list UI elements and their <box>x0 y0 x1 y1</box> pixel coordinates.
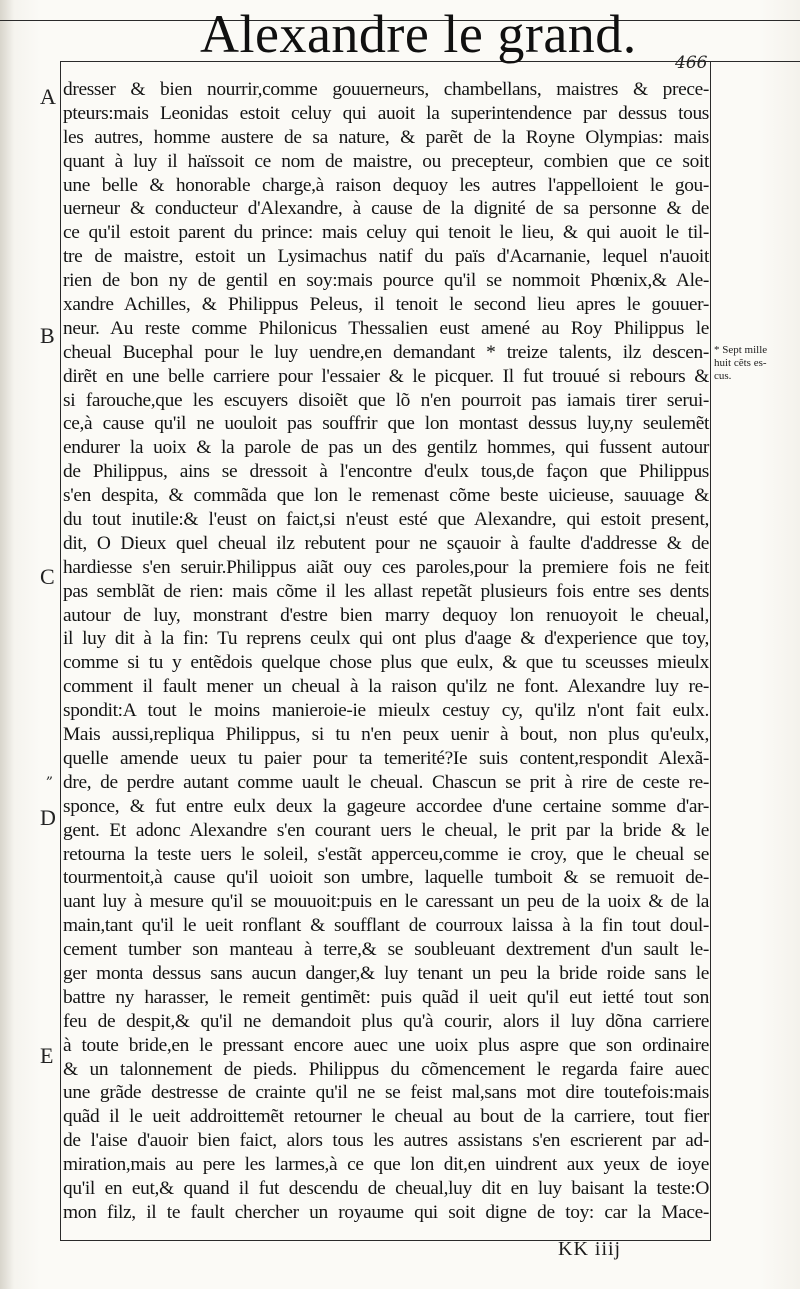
text-line: tre de maistre, estoit un Lysimachus natif du païs d'Acarnanie, lequel n'auoit <box>63 246 709 268</box>
text-line: cheual Bucephal pour le luy uendre,en demandant * treize talents, ilz descen- <box>63 341 709 363</box>
text-line: une belle & honorable charge,à raison dequoy les autres l'appelloient le gou- <box>63 174 709 196</box>
text-line: dresser & bien nourrir,comme gouuerneurs, chambellans, maistres & prece- <box>63 79 709 100</box>
text-line: feu de despit,& qu'il ne demandoit plus qu'à courir, alors il luy dõna carriere <box>63 1010 709 1032</box>
text-line: miration,mais au pere les larmes,à ce que lon dit,en uindrent aux yeux de ioye <box>63 1154 709 1176</box>
margin-note-line: * Sept mille <box>714 344 768 356</box>
text-line: neur. Au reste comme Philonicus Thessalien eust amené au Roy Philippus le <box>63 317 709 339</box>
text-line: une grãde destresse de crainte qu'il ne se feist mal,sans mot dire toutefois:mais <box>63 1082 709 1104</box>
text-line: cement tumber son manteau à terre,& se soubleuant dextrement d'un sault le- <box>63 939 709 961</box>
text-line: sponce, & fut entre eulx deux la gageure accordee d'une certaine somme d'ar- <box>63 795 709 817</box>
text-line: ger monta dessus sans aucun danger,& luy tenant un peu la bride roide sans le <box>63 962 709 984</box>
text-line: ce qu'il estoit parent du prince: mais celuy qui tenoit le lieu, & qui auoit le til- <box>63 222 709 244</box>
text-line: battre ny harasser, le remeit gentimẽt: puis quãd il ueit qu'il eut ietté tout son <box>63 986 709 1008</box>
folio-number: 466 <box>675 53 708 73</box>
text-line: spondit:A tout le moins manieroie-ie mieulx cestuy cy, qu'ilz n'ont fait eulx. <box>63 700 709 722</box>
text-line: quant à luy il haïssoit ce nom de maistre, ou precepteur, combien que ce soit <box>63 150 709 172</box>
text-line: les autres, homme austere de sa nature, & parẽt de la Royne Olympias: mais <box>63 126 709 148</box>
right-column-rule <box>710 61 711 1241</box>
quotation-marker: „ <box>46 766 54 782</box>
text-line: endurer la uoix & la parole de pas un des gentilz hommes, qui fussent autour <box>63 437 709 459</box>
text-line: xandre Achilles, & Philippus Peleus, il tenoit le second lieu apres le gouuer- <box>63 294 709 316</box>
text-line: dit, O Dieux quel cheual ilz rebutent pour ne sçauoir à faulte d'addresse & de <box>63 532 709 554</box>
text-line: autour de luy, monstrant d'estre bien marry dequoy lon renuoyoit le cheual, <box>63 604 709 626</box>
text-line: dre, de perdre autant comme uault le cheual. Chascun se prit à rire de ceste re- <box>63 771 709 793</box>
text-line: de l'aise d'auoir bien faict, alors tous les autres assistans s'en escrierent par ad- <box>63 1130 709 1152</box>
text-line: pteurs:mais Leonidas estoit celuy qui auoit la superintendence par dessus tous <box>63 102 709 124</box>
section-letter-a: A <box>40 84 56 109</box>
text-line: mon filz, il te fault chercher un royaume qui soit digne de toy: car la Mace- <box>63 1201 709 1223</box>
margin-note-line: cus. <box>714 370 732 382</box>
text-line: Mais aussi,repliqua Philippus, si tu n'en peux uenir à bout, non plus qu'eulx, <box>63 724 709 746</box>
margin-note <box>714 344 796 383</box>
text-line: gent. Et adonc Alexandre s'en courant uers le cheual, le prit par la bride & le <box>63 819 709 841</box>
body-text <box>63 78 709 1225</box>
text-line: à toute bride,en le pressant encore auec une uoix plus aspre que son ordinaire <box>63 1034 709 1056</box>
text-line: main,tant qu'il le ueit ronflant & soufflant de courroux laissa à la fin tout doul- <box>63 915 709 937</box>
section-letter-c: C <box>40 564 55 589</box>
text-line: ce,à cause qu'il ne uouloit pas souffrir que lon montast dessus luy,ny seulemẽt <box>63 413 709 435</box>
text-line: comme si tu y entẽdois quelque chose plus que eulx, & que tu sceusses mieulx <box>63 652 709 674</box>
text-line: uerneur & conducteur d'Alexandre, à cause de la dignité de sa personne & de <box>63 198 709 220</box>
text-line: dirẽt en une belle carriere pour l'essaier & le picquer. Il fut trouué si rebours & <box>63 365 709 387</box>
section-letter-d: D <box>40 805 56 830</box>
text-line: quãd il le ueit addroittemẽt retourner le cheual au bout de la carriere, tout fier <box>63 1106 709 1128</box>
text-line: & un talonnement de pieds. Philippus du cõmencement le regarda faire auec <box>63 1058 709 1080</box>
text-line: comment il fault mener un cheual à la raison qu'ilz ne font. Alexandre luy re- <box>63 676 709 698</box>
binding-shadow <box>0 0 14 1289</box>
text-line: s'en despita, & commãda que lon le remenast cõme beste uicieuse, sauuage & <box>63 485 709 507</box>
text-line: de Philippus, ains se dressoit à l'encontre d'eulx tous,de façon que Philippus <box>63 461 709 483</box>
text-line: uant luy à mesure qu'il se mouuoit:puis en le caressant un peu de la uoix & de la <box>63 891 709 913</box>
text-line: tourmentoit,à cause qu'il uoioit son umbre, laquelle tumboit & se remuoit de- <box>63 867 709 889</box>
text-line: qu'il en eut,& quand il fut descendu de cheual,luy dit en luy baisant la teste:O <box>63 1177 709 1199</box>
text-line: hardiesse s'en seruir.Philippus aiãt ouy ces paroles,pour la premiere fois ne feit <box>63 556 709 578</box>
text-line: du tout inutile:& l'eust on faict,si n'eust esté que Alexandre, qui estoit present, <box>63 509 709 531</box>
signature-mark: KK iiij <box>558 1238 622 1260</box>
margin-note-line: huit cẽts es- <box>714 357 767 369</box>
section-letter-b: B <box>40 323 55 348</box>
text-line: il luy dit à la fin: Tu reprens ceulx qui ont plus d'aage & d'experience que toy, <box>63 628 709 650</box>
text-line: rien de bon ny de gentil en soy:mais pource qu'il se nommoit Phœnix,& Ale- <box>63 270 709 292</box>
text-line: quelle amende ueux tu paier pour ta temerité?Ie suis content,respondit Alexã- <box>63 747 709 769</box>
text-line: si farouche,que les escuyers disoiẽt que lõ n'en pourroit pas iamais tirer serui- <box>63 389 709 411</box>
section-letter-e: E <box>40 1043 54 1068</box>
text-line: pas semblãt de rien: mais cõme il les allast repetãt plusieurs fois entre ses dents <box>63 580 709 602</box>
running-head: Alexandre le grand. <box>200 4 637 64</box>
text-line: retourna la teste uers le soleil, s'estãt apperceu,comme ie croy, que le cheual se <box>63 843 709 865</box>
left-column-rule <box>60 61 61 1241</box>
